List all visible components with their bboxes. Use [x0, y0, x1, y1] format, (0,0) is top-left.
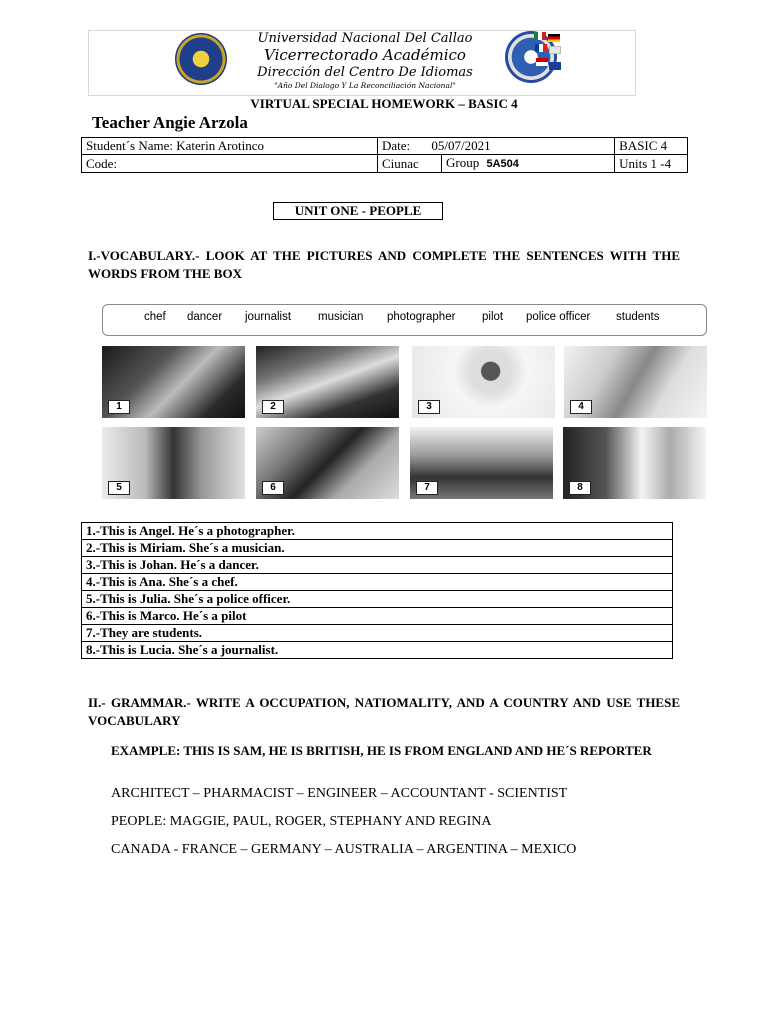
answer-7: 7.-They are students.: [82, 625, 673, 642]
vocabulary-heading: I.-VOCABULARY.- LOOK AT THE PICTURES AND COMPLETE THE SENTENCES WITH THE WORDS FROM THE BOX: [88, 248, 680, 281]
date-cell: [378, 138, 615, 155]
answers-table: [81, 522, 673, 659]
countries-list: CANADA - FRANCE – GERMANY – AUSTRALIA – ARGENTINA – MEXICO: [111, 842, 577, 857]
picture-2: [256, 346, 399, 418]
group-value: 5A504: [486, 158, 519, 170]
occupations-list: ARCHITECT – PHARMACIST – ENGINEER – ACCOUNTANT - SCIENTIST: [111, 786, 568, 801]
direccion: Dirección del Centro De Idiomas: [257, 65, 473, 80]
picture-number: 2: [262, 400, 284, 414]
picture-6: [256, 427, 399, 499]
word-dancer: dancer: [187, 311, 223, 323]
unit-title: UNIT ONE - PEOPLE: [273, 202, 443, 220]
answer-6: 6.-This is Marco. He´s a pilot: [82, 608, 673, 625]
example-text: EXAMPLE: THIS IS SAM, HE IS BRITISH, HE IS FROM ENGLAND AND HE´S REPORTER: [111, 743, 652, 758]
document-title: VIRTUAL SPECIAL HOMEWORK – BASIC 4: [250, 96, 518, 111]
header-text: [200, 30, 530, 90]
student-name: Student´s Name: Katerin Arotinco: [82, 138, 378, 155]
table-row: [82, 557, 673, 574]
answer-2: 2.-This is Miriam. She´s a musician.: [82, 540, 673, 557]
word-photographer: photographer: [387, 311, 456, 323]
picture-number: 5: [108, 481, 130, 495]
picture-number: 7: [416, 481, 438, 495]
word-pilot: pilot: [482, 311, 504, 323]
word-journalist: journalist: [245, 311, 292, 323]
word-musician: musician: [318, 311, 364, 323]
picture-3: [412, 346, 555, 418]
group-cell: [442, 155, 615, 173]
picture-7: [410, 427, 553, 499]
picture-4: [564, 346, 707, 418]
word-students: students: [616, 311, 660, 323]
table-row: [82, 625, 673, 642]
answer-1: 1.-This is Angel. He´s a photographer.: [82, 523, 673, 540]
code: Code:: [82, 155, 378, 173]
institute: Ciunac: [378, 155, 442, 173]
picture-5: [102, 427, 245, 499]
people-list: PEOPLE: MAGGIE, PAUL, ROGER, STEPHANY AND REGINA: [111, 814, 492, 829]
table-row: [82, 574, 673, 591]
vicerrectorado: Vicerrectorado Académico: [264, 46, 466, 64]
table-row: [82, 523, 673, 540]
word-police-officer: police officer: [526, 311, 591, 323]
flags-icon: [532, 32, 562, 88]
table-row: [82, 540, 673, 557]
level: BASIC 4: [615, 138, 688, 155]
university-name: Universidad Nacional Del Callao: [257, 31, 473, 46]
picture-8: [563, 427, 706, 499]
group-label: Group: [446, 155, 480, 170]
picture-number: 8: [569, 481, 591, 495]
picture-number: 4: [570, 400, 592, 414]
motto: "Año Del Dialogo Y La Reconciliación Nacional": [274, 81, 456, 90]
teacher-name: Teacher Angie Arzola: [92, 113, 248, 132]
picture-1: [102, 346, 245, 418]
table-row: [82, 591, 673, 608]
answer-5: 5.-This is Julia. She´s a police officer.: [82, 591, 673, 608]
table-row: [82, 608, 673, 625]
date-value: 05/07/2021: [431, 138, 491, 153]
units: Units 1 -4: [615, 155, 688, 173]
picture-number: 3: [418, 400, 440, 414]
answer-4: 4.-This is Ana. She´s a chef.: [82, 574, 673, 591]
picture-number: 1: [108, 400, 130, 414]
word-chef: chef: [144, 311, 166, 323]
grammar-heading: II.- GRAMMAR.- WRITE A OCCUPATION, NATIOMALITY, AND A COUNTRY AND USE THESE VOCABULARY: [88, 695, 680, 728]
answer-3: 3.-This is Johan. He´s a dancer.: [82, 557, 673, 574]
date-label: Date:: [382, 138, 411, 153]
picture-number: 6: [262, 481, 284, 495]
table-row: [82, 642, 673, 659]
answer-8: 8.-This is Lucia. She´s a journalist.: [82, 642, 673, 659]
student-info-table: [81, 137, 688, 173]
